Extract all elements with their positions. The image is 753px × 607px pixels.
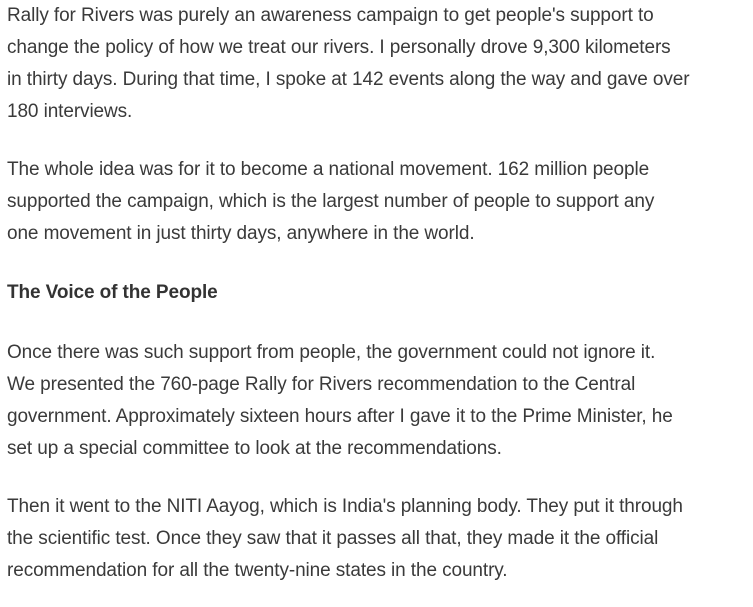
paragraph-line: set up a special committee to look at the recommendations. (7, 438, 502, 459)
paragraph-line: Then it went to the NITI Aayog, which is India's planning body. They put it through (7, 496, 683, 517)
paragraph-line: recommendation for all the twenty-nine states in the country. (7, 560, 508, 581)
paragraph-national-movement (7, 154, 753, 250)
paragraph-line: in thirty days. During that time, I spoke at 142 events along the way and gave over (7, 69, 690, 90)
paragraph-line: Rally for Rivers was purely an awareness campaign to get people's support to (7, 5, 654, 26)
paragraph-niti-aayog (7, 491, 753, 587)
paragraph-line: supported the campaign, which is the largest number of people to support any (7, 191, 655, 212)
paragraph-line: government. Approximately sixteen hours after I gave it to the Prime Minister, he (7, 406, 673, 427)
paragraph-line: one movement in just thirty days, anywhere in the world. (7, 223, 475, 244)
paragraph-government-support (7, 337, 753, 465)
paragraph-line: Once there was such support from people, the government could not ignore it. (7, 342, 656, 363)
paragraph-rally-for-rivers-intro (7, 0, 753, 128)
paragraph-line: The whole idea was for it to become a national movement. 162 million people (7, 159, 650, 180)
paragraph-line: the scientific test. Once they saw that it passes all that, they made it the official (7, 528, 659, 549)
paragraph-line: change the policy of how we treat our rivers. I personally drove 9,300 kilometers (7, 37, 671, 58)
paragraph-line: 180 interviews. (7, 101, 133, 122)
section-heading: The Voice of the People (7, 282, 218, 303)
paragraph-line: We presented the 760-page Rally for Rivers recommendation to the Central (7, 374, 636, 395)
